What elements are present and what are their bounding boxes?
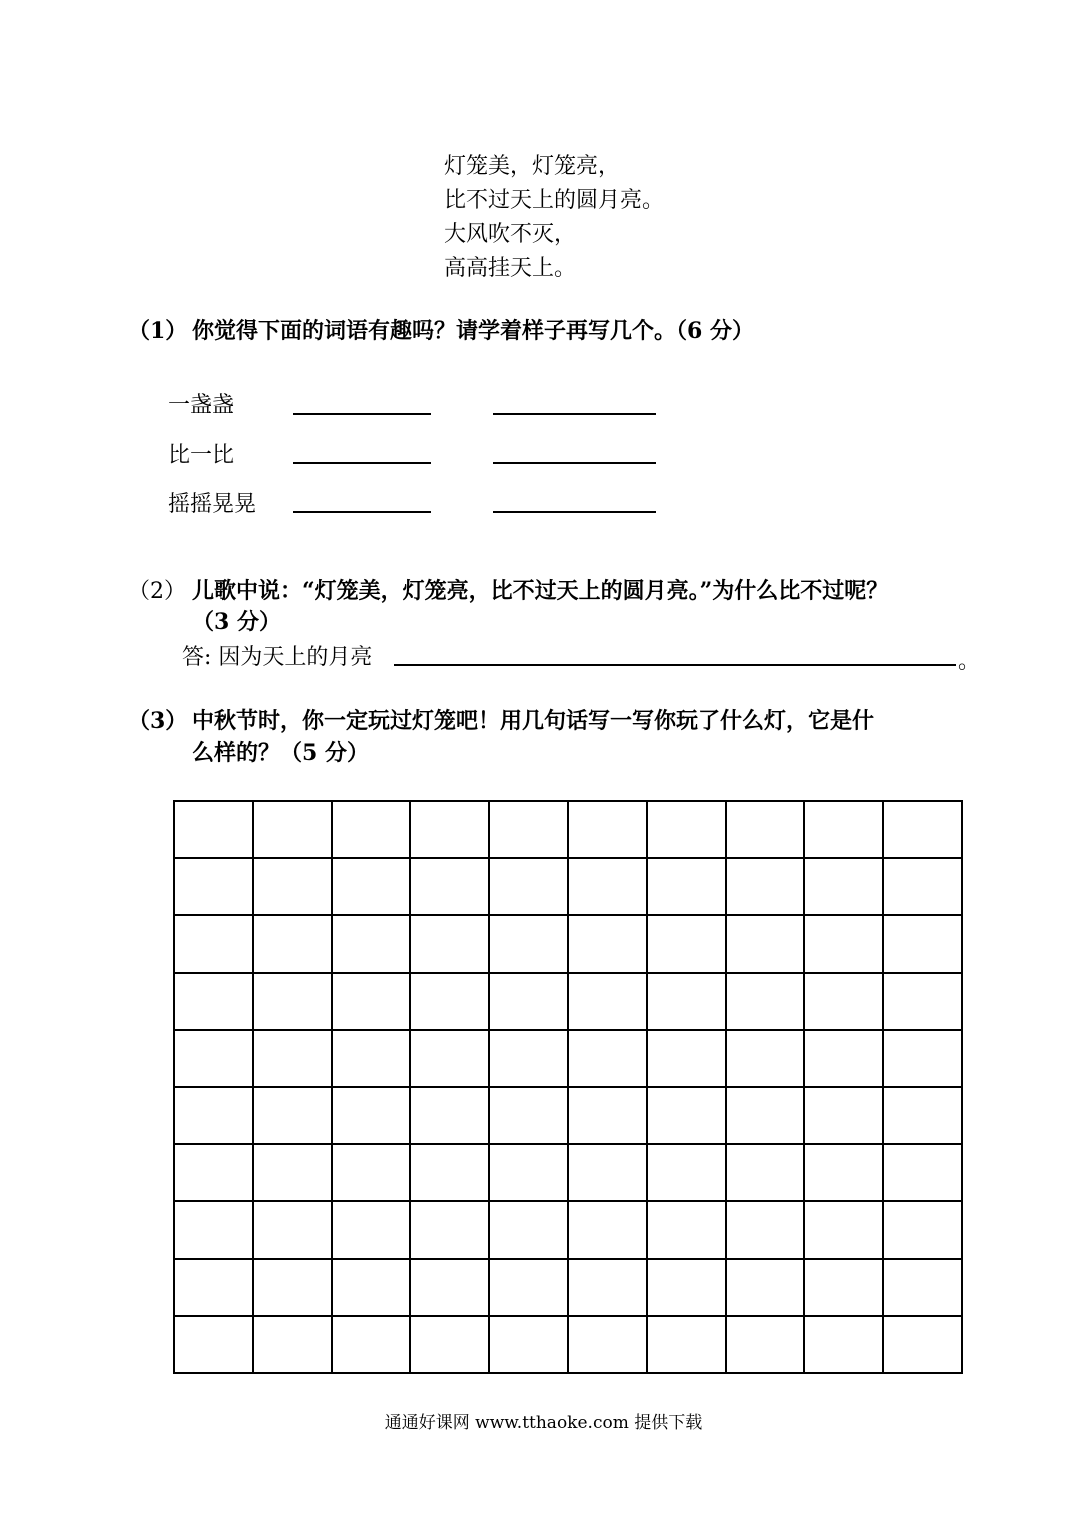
answer-blank[interactable]	[293, 511, 431, 513]
grid-cell[interactable]	[568, 858, 647, 915]
grid-cell[interactable]	[883, 1030, 962, 1087]
poem-line: 灯笼美，灯笼亮，	[444, 154, 621, 179]
grid-cell[interactable]	[647, 1144, 726, 1201]
grid-cell[interactable]	[174, 801, 253, 858]
grid-cell[interactable]	[726, 1201, 805, 1258]
grid-cell[interactable]	[253, 1087, 332, 1144]
answer-blank[interactable]	[293, 413, 431, 415]
grid-cell[interactable]	[804, 1144, 883, 1201]
grid-cell[interactable]	[647, 1259, 726, 1316]
grid-row	[174, 1316, 962, 1373]
grid-cell[interactable]	[883, 858, 962, 915]
grid-cell[interactable]	[410, 973, 489, 1030]
grid-cell[interactable]	[726, 1259, 805, 1316]
grid-cell[interactable]	[174, 1259, 253, 1316]
grid-row	[174, 1201, 962, 1258]
grid-cell[interactable]	[647, 973, 726, 1030]
grid-cell[interactable]	[804, 1030, 883, 1087]
grid-cell[interactable]	[174, 1144, 253, 1201]
grid-cell[interactable]	[410, 915, 489, 972]
question-3-heading	[128, 706, 874, 736]
grid-cell[interactable]	[489, 1316, 568, 1373]
grid-cell[interactable]	[332, 915, 411, 972]
question-1-text: 你觉得下面的词语有趣吗？请学着样子再写几个。（6 分）	[192, 318, 754, 344]
poem-line: 高高挂天上。	[444, 256, 577, 281]
grid-cell[interactable]	[174, 858, 253, 915]
grid-cell[interactable]	[174, 915, 253, 972]
example-word-3: 摇摇晃晃	[168, 492, 257, 517]
grid-cell[interactable]	[174, 1087, 253, 1144]
grid-cell[interactable]	[568, 1201, 647, 1258]
grid-cell[interactable]	[804, 1316, 883, 1373]
footer: 通通好课网 www.tthaoke.com 提供下载	[384, 1413, 703, 1433]
grid-cell[interactable]	[883, 1144, 962, 1201]
poem-line: 比不过天上的圆月亮。	[444, 188, 665, 213]
grid-cell[interactable]	[410, 858, 489, 915]
grid-cell[interactable]	[647, 1030, 726, 1087]
grid-cell[interactable]	[489, 1144, 568, 1201]
grid-cell[interactable]	[804, 801, 883, 858]
grid-cell[interactable]	[568, 1087, 647, 1144]
question-2-number: （2）	[128, 579, 186, 604]
writing-grid	[173, 800, 963, 1374]
answer-blank[interactable]	[493, 462, 656, 464]
grid-cell[interactable]	[883, 1087, 962, 1144]
grid-cell[interactable]	[332, 1316, 411, 1373]
question-2-score: （3 分）	[192, 609, 281, 635]
grid-cell[interactable]	[726, 858, 805, 915]
grid-cell[interactable]	[489, 801, 568, 858]
grid-cell[interactable]	[253, 1259, 332, 1316]
grid-cell[interactable]	[647, 915, 726, 972]
grid-cell[interactable]	[174, 1316, 253, 1373]
grid-cell[interactable]	[410, 1259, 489, 1316]
grid-cell[interactable]	[332, 1087, 411, 1144]
grid-cell[interactable]	[253, 801, 332, 858]
question-2-text: 儿歌中说：“灯笼美，灯笼亮，比不过天上的圆月亮。”为什么比不过呢？	[192, 578, 889, 604]
question-3-number: （3）	[128, 708, 188, 734]
question-3-text-continued: 么样的？（5 分）	[192, 740, 369, 766]
grid-cell[interactable]	[568, 1030, 647, 1087]
grid-cell[interactable]	[489, 1259, 568, 1316]
grid-cell[interactable]	[647, 1087, 726, 1144]
grid-cell[interactable]	[489, 1201, 568, 1258]
grid-cell[interactable]	[410, 1144, 489, 1201]
grid-cell[interactable]	[568, 1144, 647, 1201]
grid-row	[174, 1087, 962, 1144]
grid-cell[interactable]	[568, 973, 647, 1030]
grid-cell[interactable]	[489, 915, 568, 972]
grid-cell[interactable]	[804, 858, 883, 915]
question-1-heading	[128, 316, 754, 346]
grid-cell[interactable]	[804, 1087, 883, 1144]
grid-cell[interactable]	[726, 801, 805, 858]
grid-cell[interactable]	[253, 1316, 332, 1373]
grid-cell[interactable]	[804, 1259, 883, 1316]
answer-blank[interactable]	[293, 462, 431, 464]
grid-row	[174, 973, 962, 1030]
grid-cell[interactable]	[489, 1030, 568, 1087]
grid-cell[interactable]	[410, 1316, 489, 1373]
grid-cell[interactable]	[332, 1030, 411, 1087]
answer-end-mark: 。	[958, 649, 981, 674]
grid-cell[interactable]	[804, 915, 883, 972]
grid-cell[interactable]	[253, 858, 332, 915]
grid-cell[interactable]	[883, 1259, 962, 1316]
grid-row	[174, 1144, 962, 1201]
answer-prefix: 答: 因为天上的月亮	[182, 645, 373, 670]
grid-cell[interactable]	[726, 1144, 805, 1201]
example-word-1: 一盏盏	[168, 393, 235, 418]
grid-cell[interactable]	[726, 915, 805, 972]
grid-cell[interactable]	[804, 973, 883, 1030]
grid-cell[interactable]	[332, 1259, 411, 1316]
grid-cell[interactable]	[883, 915, 962, 972]
grid-cell[interactable]	[883, 973, 962, 1030]
grid-cell[interactable]	[647, 801, 726, 858]
grid-cell[interactable]	[726, 1030, 805, 1087]
grid-cell[interactable]	[726, 973, 805, 1030]
grid-cell[interactable]	[726, 1087, 805, 1144]
grid-cell[interactable]	[174, 1030, 253, 1087]
grid-cell[interactable]	[332, 1201, 411, 1258]
grid-row	[174, 915, 962, 972]
grid-row	[174, 1030, 962, 1087]
grid-cell[interactable]	[568, 801, 647, 858]
grid-row	[174, 1259, 962, 1316]
grid-cell[interactable]	[489, 858, 568, 915]
question-1-number: （1）	[128, 318, 188, 344]
grid-row	[174, 801, 962, 858]
example-word-2: 比一比	[168, 443, 235, 468]
grid-cell[interactable]	[410, 1087, 489, 1144]
answer-line[interactable]	[394, 664, 956, 666]
grid-cell[interactable]	[174, 1201, 253, 1258]
grid-cell[interactable]	[253, 973, 332, 1030]
grid-cell[interactable]	[568, 1259, 647, 1316]
grid-cell[interactable]	[332, 1144, 411, 1201]
answer-blank[interactable]	[493, 511, 656, 513]
grid-cell[interactable]	[804, 1201, 883, 1258]
grid-row	[174, 858, 962, 915]
grid-cell[interactable]	[568, 1316, 647, 1373]
poem	[444, 150, 664, 286]
grid-cell[interactable]	[253, 1144, 332, 1201]
grid-cell[interactable]	[410, 1201, 489, 1258]
grid-cell[interactable]	[883, 1201, 962, 1258]
grid-cell[interactable]	[332, 801, 411, 858]
grid-cell[interactable]	[253, 1201, 332, 1258]
grid-cell[interactable]	[410, 801, 489, 858]
grid-cell[interactable]	[647, 1201, 726, 1258]
grid-cell[interactable]	[253, 1030, 332, 1087]
grid-cell[interactable]	[647, 1316, 726, 1373]
grid-cell[interactable]	[568, 915, 647, 972]
grid-cell[interactable]	[174, 973, 253, 1030]
grid-cell[interactable]	[726, 1316, 805, 1373]
grid-cell[interactable]	[332, 973, 411, 1030]
poem-line: 大风吹不灭，	[444, 222, 577, 247]
grid-cell[interactable]	[883, 1316, 962, 1373]
answer-blank[interactable]	[493, 413, 656, 415]
question-2-heading	[128, 576, 888, 607]
grid-cell[interactable]	[489, 1087, 568, 1144]
grid-cell[interactable]	[883, 801, 962, 858]
grid-cell[interactable]	[489, 973, 568, 1030]
grid-cell[interactable]	[410, 1030, 489, 1087]
grid-cell[interactable]	[253, 915, 332, 972]
grid-cell[interactable]	[332, 858, 411, 915]
grid-cell[interactable]	[647, 858, 726, 915]
question-3-text: 中秋节时，你一定玩过灯笼吧！用几句话写一写你玩了什么灯，它是什	[192, 708, 875, 734]
